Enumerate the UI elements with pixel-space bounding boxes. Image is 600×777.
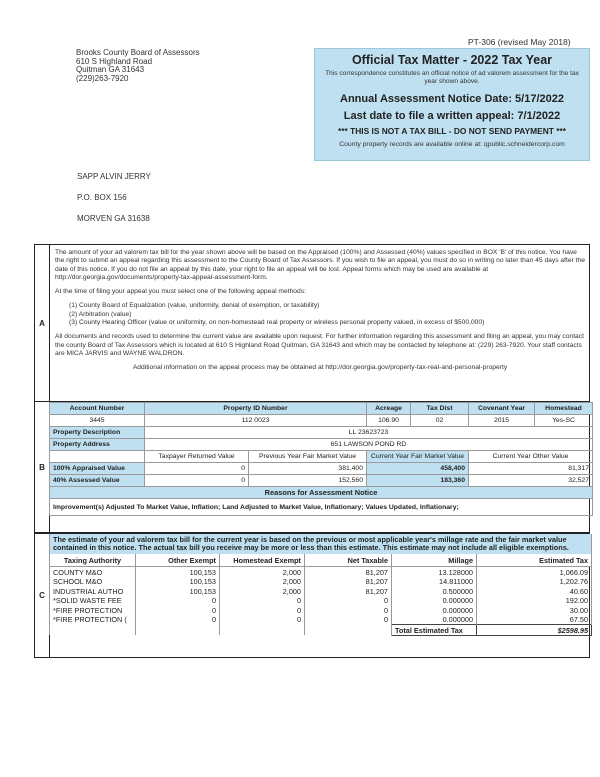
section-a-letter: A — [35, 245, 50, 401]
section-b — [34, 401, 590, 533]
homestead-exempt: 2,000 — [220, 577, 305, 587]
net-taxable: 0 — [305, 596, 392, 606]
authority-name: COUNTY M&O — [50, 567, 136, 577]
form-number: PT-306 (revised May 2018) — [468, 37, 571, 47]
covenant-year-value: 2015 — [469, 415, 535, 427]
appeal-methods-list — [69, 302, 585, 327]
tax-dist-header: Tax Dist — [411, 403, 469, 415]
section-c-letter: C — [35, 534, 50, 657]
homestead-exempt: 0 — [220, 596, 305, 606]
net-taxable-header: Net Taxable — [305, 554, 392, 567]
total-estimated-tax-value: $2598.95 — [477, 625, 592, 636]
table-row — [50, 605, 592, 615]
millage: 0.000000 — [392, 596, 477, 606]
tax-dist-value: 02 — [411, 415, 469, 427]
net-taxable: 0 — [305, 605, 392, 615]
tax-estimate-table — [49, 534, 592, 636]
notice-date: Annual Assessment Notice Date: 5/17/2022 — [340, 93, 564, 105]
other-exempt: 0 — [136, 605, 220, 615]
other-value-header: Current Year Other Value — [469, 451, 593, 463]
appeal-rights-paragraph: The amount of your ad valorem tax bill for the year shown above will be based on the Appraised (100%) and Assessed (40%) values specified in BOX 'B' of this notice. You have the right to submit an appeal regarding this assessment to the County Board of Tax Assessors. If you wish to file an appeal, you must do so in writing no later than 45 days after the date of this notice. If you do not file an appeal by this date, your right to file an appeal will be lost. Appeal forms which may be used are available at http://dor.georgia.gov/documents/property-tax-appeal-assessment-form. — [55, 249, 585, 281]
property-address-label: Property Address — [50, 439, 145, 451]
property-info-table — [49, 402, 593, 516]
authority-name: *FIRE PROTECTION ( — [50, 615, 136, 625]
records-contact-paragraph: All documents and records used to determine the current value are available upon request. For further information regarding this assessment and filing an appeal, you may contact the county Board of Tax Assessors which is located at 610 S Highland Road Quitman, GA 31643 and which may be contacted by telephone at: (229) 263-7920. Your staff contacts are MICA JARVIS and WAYNE WALDRON. — [55, 333, 584, 357]
estimated-tax-header: Estimated Tax — [477, 554, 592, 567]
online-records-note: County property records are available online at: qpublic.schneidercorp.com — [339, 141, 565, 148]
homestead-header: Homestead — [535, 403, 593, 415]
authority-name: *FIRE PROTECTION — [50, 605, 136, 615]
section-c — [34, 533, 590, 658]
millage: 13.128000 — [392, 567, 477, 577]
millage: 0.000000 — [392, 615, 477, 625]
sender-city: Quitman GA 31643 — [76, 65, 145, 75]
appraised-current-value: 458,400 — [367, 463, 469, 475]
homestead-exempt: 2,000 — [220, 586, 305, 596]
assessed-previous-value: 152,560 — [249, 475, 367, 487]
property-address-value: 651 LAWSON POND RD — [145, 439, 593, 451]
section-a — [34, 244, 590, 402]
sender-street: 610 S Highland Road — [76, 56, 153, 66]
millage: 14.811000 — [392, 577, 477, 587]
property-id-value: 112 0023 — [145, 415, 367, 427]
appeal-methods-intro: At the time of filing your appeal you must select one of the following appeal methods: — [55, 288, 306, 296]
appeal-method-2: (2) Arbitration (value) — [69, 310, 132, 318]
estimate-intro: The estimate of your ad valorem tax bill for the current year is based on the previous or most applicable year's millage rate and the fair market value contained in this notice. The actual tax bill you receive may be more or less than this estimate. This estimate may not include all eligible exemptions. — [50, 534, 592, 554]
current-fmv-header: Current Year Fair Market Value — [367, 451, 469, 463]
recipient-address-line1: P.O. BOX 156 — [77, 193, 127, 202]
appraised-other-value: 81,317 — [469, 463, 593, 475]
other-exempt: 100,153 — [136, 586, 220, 596]
homestead-exempt: 2,000 — [220, 567, 305, 577]
taxing-authority-header: Taxing Authority — [50, 554, 136, 567]
millage-header: Millage — [392, 554, 477, 567]
appeal-method-1: (1) County Board of Equalization (value, uniformity, denial of exemption, or taxability) — [69, 302, 320, 310]
sender-phone: (229)263-7920 — [76, 73, 129, 83]
authority-name: INDUSTRIAL AUTHO — [50, 586, 136, 596]
homestead-exempt: 0 — [220, 605, 305, 615]
other-exempt: 100,153 — [136, 577, 220, 587]
official-notice-box — [314, 48, 590, 161]
assessed-other-value: 32,527 — [469, 475, 593, 487]
other-exempt: 0 — [136, 596, 220, 606]
notice-subtitle: This correspondence constitutes an official notice of ad valorem assessment for the tax year shown above. — [325, 70, 579, 85]
sender-address — [76, 49, 200, 83]
estimated-tax: 1,202.76 — [477, 577, 592, 587]
estimated-tax: 30.00 — [477, 605, 592, 615]
notice-title: Official Tax Matter - 2022 Tax Year — [351, 53, 553, 67]
property-id-header: Property ID Number — [145, 403, 367, 415]
other-exempt: 0 — [136, 615, 220, 625]
reasons-title: Reasons for Assessment Notice — [50, 487, 593, 499]
recipient-address-line2: MORVEN GA 31638 — [77, 214, 150, 223]
assessed-current-value: 183,360 — [367, 475, 469, 487]
other-exempt-header: Other Exempt — [136, 554, 220, 567]
property-description-value: LL 23623723 — [145, 427, 593, 439]
table-row — [50, 596, 592, 606]
previous-fmv-header: Previous Year Fair Market Value — [249, 451, 367, 463]
authority-name: SCHOOL M&O — [50, 577, 136, 587]
net-taxable: 81,207 — [305, 586, 392, 596]
appraised-returned-value: 0 — [145, 463, 249, 475]
appraised-previous-value: 381,400 — [249, 463, 367, 475]
account-number-value: 3445 — [50, 415, 145, 427]
net-taxable: 81,207 — [305, 567, 392, 577]
appeal-method-3: (3) County Hearing Officer (value or uniformity, on non-homestead real property or wireless personal property valued, in excess of $500,000) — [69, 319, 485, 327]
assessed-value-label: 40% Assessed Value — [50, 475, 145, 487]
reasons-text: Improvement(s) Adjusted To Market Value, Inflation; Land Adjusted to Market Value, Inflationary; Values Updated, Inflationary; — [50, 499, 593, 516]
total-estimated-tax-label: Total Estimated Tax — [392, 625, 477, 636]
not-a-bill-warning: *** THIS IS NOT A TAX BILL - DO NOT SEND PAYMENT *** — [337, 126, 566, 136]
appraised-value-label: 100% Appraised Value — [50, 463, 145, 475]
assessed-returned-value: 0 — [145, 475, 249, 487]
table-row — [50, 567, 592, 577]
estimated-tax: 40.60 — [477, 586, 592, 596]
estimated-tax: 192.00 — [477, 596, 592, 606]
property-description-label: Property Description — [50, 427, 145, 439]
additional-info-line: Additional information on the appeal process may be obtained at http://dor.georgia.gov/property-tax-real-and-personal-property — [132, 364, 508, 372]
millage: 0.500000 — [392, 586, 477, 596]
net-taxable: 81,207 — [305, 577, 392, 587]
account-number-header: Account Number — [50, 403, 145, 415]
homestead-exempt-header: Homestead Exempt — [220, 554, 305, 567]
net-taxable: 0 — [305, 615, 392, 625]
section-a-body — [55, 249, 585, 379]
table-row — [50, 615, 592, 625]
homestead-exempt: 0 — [220, 615, 305, 625]
recipient-address — [77, 166, 151, 229]
returned-value-header: Taxpayer Returned Value — [145, 451, 249, 463]
acreage-header: Acreage — [367, 403, 411, 415]
sender-name: Brooks County Board of Assessors — [76, 48, 200, 57]
estimated-tax: 1,066.09 — [477, 567, 592, 577]
covenant-year-header: Covenant Year — [469, 403, 535, 415]
millage: 0.000000 — [392, 605, 477, 615]
authority-name: *SOLID WASTE FEE — [50, 596, 136, 606]
section-b-letter: B — [35, 402, 50, 532]
recipient-name: SAPP ALVIN JERRY — [77, 172, 151, 181]
table-row — [50, 586, 592, 596]
homestead-value: Yes-SC — [535, 415, 593, 427]
table-row — [50, 577, 592, 587]
other-exempt: 100,153 — [136, 567, 220, 577]
estimated-tax: 67.50 — [477, 615, 592, 625]
acreage-value: 106.90 — [367, 415, 411, 427]
appeal-deadline: Last date to file a written appeal: 7/1/2022 — [343, 110, 561, 122]
